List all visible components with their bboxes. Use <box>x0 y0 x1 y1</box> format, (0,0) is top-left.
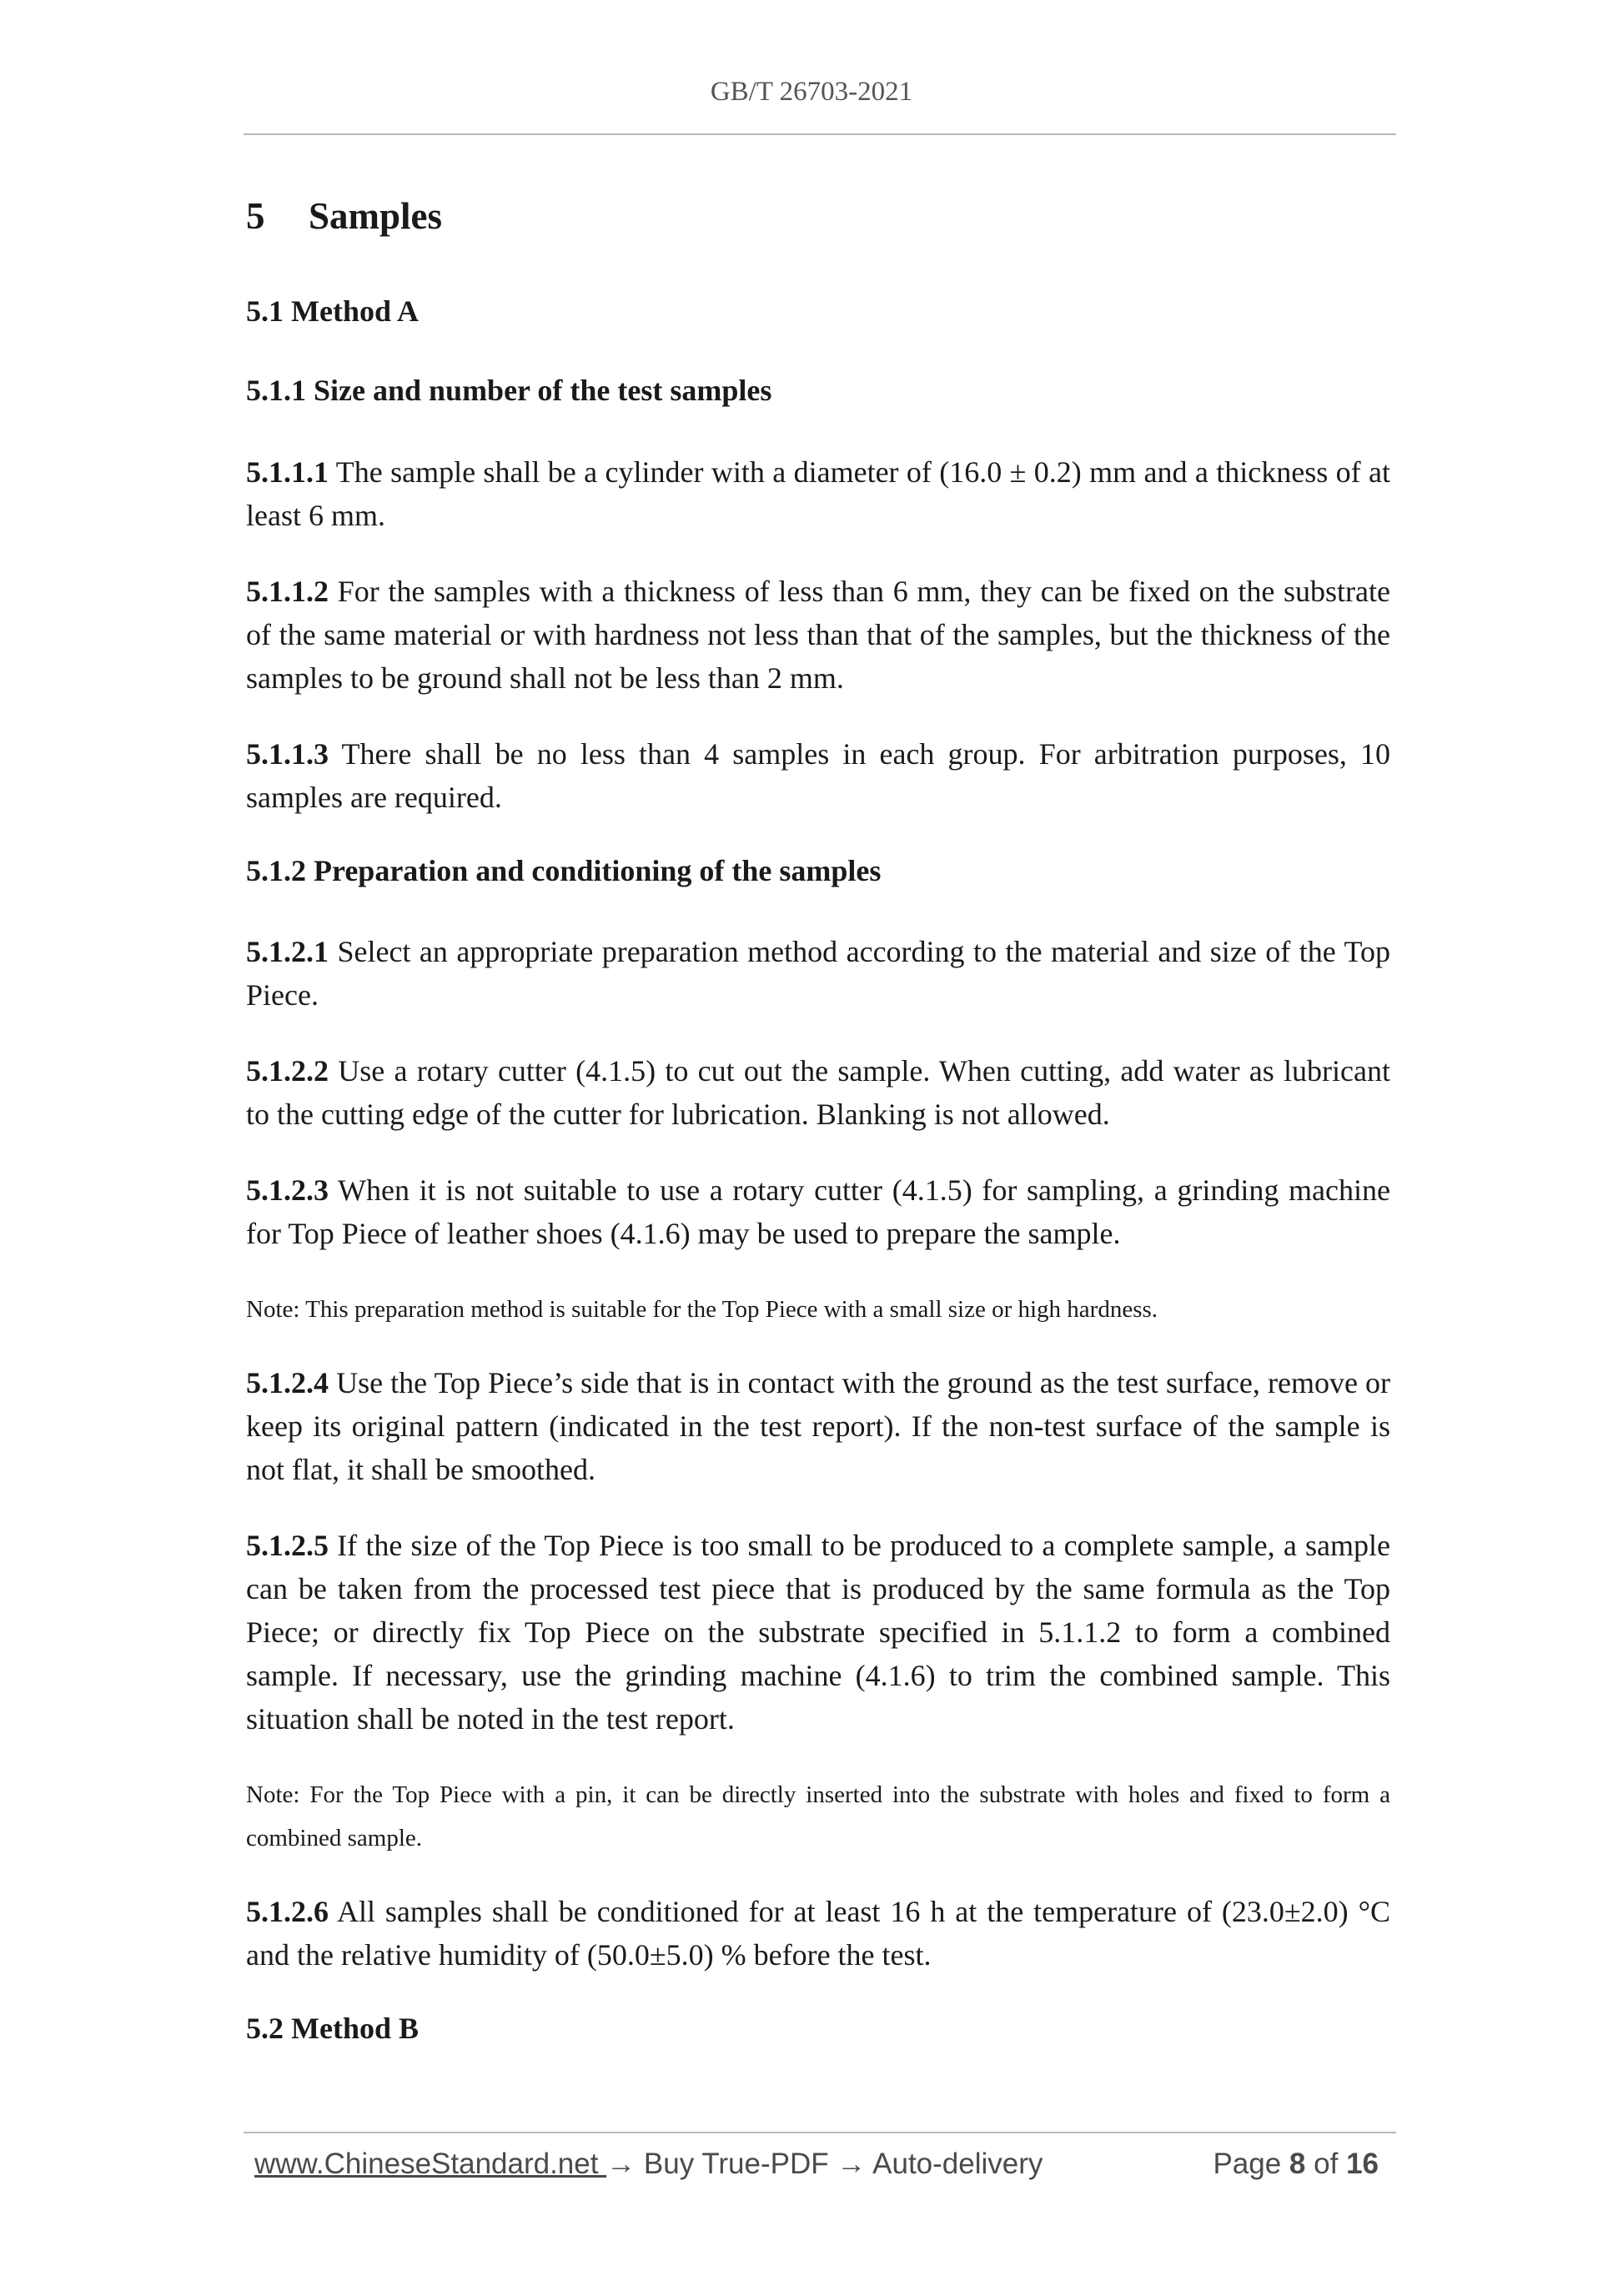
clause-number: 5.1.2.6 <box>246 1895 329 1929</box>
subsection-heading-5-1-1: 5.1.1 Size and number of the test samples <box>246 373 772 407</box>
page-indicator <box>1213 2148 1379 2181</box>
clause-number: 5.1.1.1 <box>246 455 329 489</box>
section-title: Samples <box>309 195 443 237</box>
clause-text: Select an appropriate preparation method according to the material and size of the Top Piece. <box>246 935 1390 1012</box>
clause-text: The sample shall be a cylinder with a diameter of (16.0 ± 0.2) mm and a thickness of at least 6 mm. <box>246 455 1390 532</box>
footer-divider <box>244 2132 1396 2133</box>
clause-text: There shall be no less than 4 samples in each group. For arbitration purposes, 10 samples are required. <box>246 736 1390 814</box>
clause-number: 5.1.2.5 <box>246 1529 329 1563</box>
clause-text: Use the Top Piece’s side that is in contact with the ground as the test surface, remove or keep its original pattern (indicated in the test report). If the non-test surface of the sample is not flat, it shall be smoothed. <box>246 1366 1390 1487</box>
clause-5-1-2-6 <box>246 1890 1390 1977</box>
clause-5-1-2-1 <box>246 930 1390 1017</box>
clause-number: 5.1.1.3 <box>246 736 329 771</box>
clause-number: 5.1.2.4 <box>246 1366 329 1400</box>
clause-number: 5.1.2.3 <box>246 1173 329 1208</box>
clause-5-1-2-2 <box>246 1049 1390 1136</box>
clause-5-1-2-3 <box>246 1168 1390 1255</box>
of-label: of <box>1314 2148 1339 2180</box>
document-code-header: GB/T 26703-2021 <box>710 77 913 107</box>
page-content <box>246 193 1390 2088</box>
section-heading <box>246 193 1390 239</box>
clause-5-1-2-4 <box>246 1361 1390 1491</box>
subsection-heading-5-1-2: 5.1.2 Preparation and conditioning of the samples <box>246 853 882 887</box>
website-link[interactable]: www.ChineseStandard.net <box>254 2148 607 2180</box>
clause-text: When it is not suitable to use a rotary cutter (4.1.5) for sampling, a grinding machine for Top Piece of leather shoes (4.1.6) may be used to prepare the sample. <box>246 1173 1390 1251</box>
clause-5-1-1-2 <box>246 570 1390 700</box>
footer-promo-text: → Buy True-PDF → Auto-delivery <box>606 2148 1043 2180</box>
clause-5-1-1-3 <box>246 732 1390 819</box>
clause-number: 5.1.1.2 <box>246 574 329 608</box>
header-divider <box>244 133 1396 135</box>
clause-text: All samples shall be conditioned for at least 16 h at the temperature of (23.0±2.0) °C and the relative humidity of (50.0±5.0) % before the test. <box>246 1895 1390 1972</box>
section-number: 5 <box>246 195 265 237</box>
total-pages: 16 <box>1346 2148 1379 2180</box>
clause-5-1-1-1 <box>246 450 1390 537</box>
page-label: Page <box>1213 2148 1282 2180</box>
note-preparation-method: Note: This preparation method is suitable for the Top Piece with a small size or high hardness. <box>246 1296 1158 1324</box>
clause-text: For the samples with a thickness of less than 6 mm, they can be fixed on the substrate of the same material or with hardness not less than that of the samples, but the thickness of the samples to be ground shall not be less than 2 mm. <box>246 574 1390 695</box>
clause-text: Use a rotary cutter (4.1.5) to cut out the sample. When cutting, add water as lubricant to the cutting edge of the cutter for lubrication. Blanking is not allowed. <box>246 1054 1390 1132</box>
footer-promo <box>254 2148 1043 2181</box>
clause-text: If the size of the Top Piece is too small to be produced to a complete sample, a sample can be taken from the processed test piece that is produced by the same formula as the Top Piece; or directly fix Top Piece on the substrate specified in 5.1.1.2 to form a combined sample. If necessary, use the grinding machine (4.1.6) to trim the combined sample. This situation shall be noted in the test report. <box>246 1529 1390 1736</box>
subsection-heading-5-1: 5.1 Method A <box>246 294 419 328</box>
clause-number: 5.1.2.2 <box>246 1054 329 1088</box>
clause-number: 5.1.2.1 <box>246 935 329 969</box>
note-pin-top-piece: Note: For the Top Piece with a pin, it can be directly inserted into the substrate with holes and fixed to form a combined sample. <box>246 1781 1390 1852</box>
clause-5-1-2-5 <box>246 1524 1390 1741</box>
page-number: 8 <box>1289 2148 1306 2180</box>
subsection-heading-5-2: 5.2 Method B <box>246 2012 419 2046</box>
